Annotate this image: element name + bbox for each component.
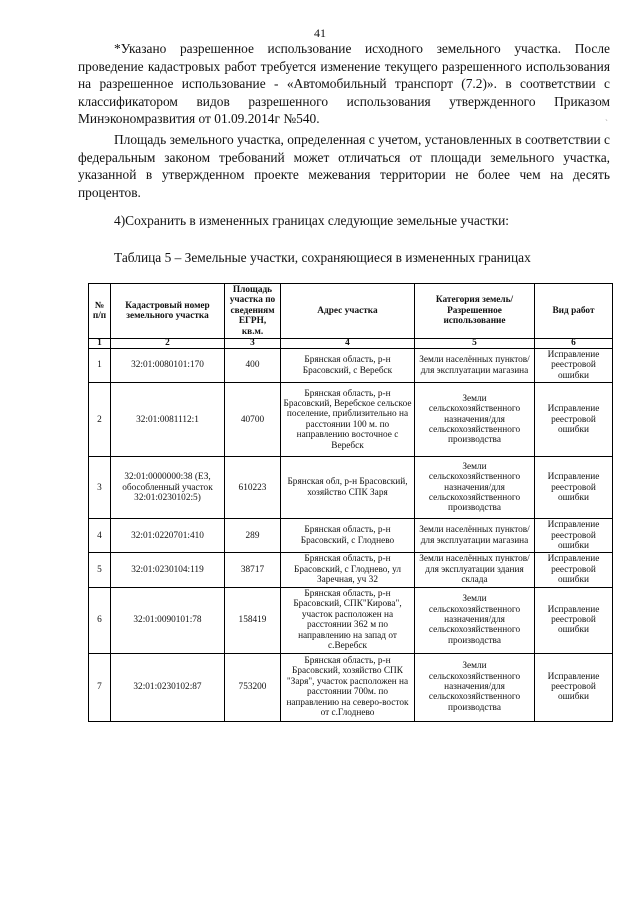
- column-number: 2: [111, 339, 225, 349]
- paragraph-text: *Указано разрешенное использование исходного земельного участка. После проведение кадастровых работ требуется изменение текущего разрешенного использования на разрешенное использование - «Автомобильный транспорт (7.2)». в соответствии с классификатором видов разрешенного использования утвержденного Приказом Минэкономразвития от 01.09.2014г №540.: [78, 41, 610, 127]
- header-category: Категория земель/ Разрешенное использование: [415, 284, 535, 339]
- row-number-cell: 2: [89, 383, 111, 457]
- address-cell: Брянская область, р-н Брасовский, с Глоднево, ул Заречная, уч 32: [281, 553, 415, 587]
- paragraph-text: Площадь земельного участка, определенная с учетом, установленных в соответствии с федеральным законом требований может отличаться от площади земельного участка, указанной в утвержденном проекте межевания территории не более чем на десять процентов.: [78, 132, 610, 200]
- work-type-cell: Исправление реестровой ошибки: [535, 587, 613, 653]
- table-row: [89, 553, 613, 587]
- paragraph-area-tolerance: [78, 131, 610, 201]
- table-row: [89, 587, 613, 653]
- category-cell: Земли населённых пунктов/для эксплуатации здания склада: [415, 553, 535, 587]
- header-work-type: Вид работ: [535, 284, 613, 339]
- area-cell: 753200: [225, 653, 281, 721]
- category-cell: Земли населённых пунктов/для эксплуатации магазина: [415, 519, 535, 553]
- cadastral-number-cell: 32:01:0090101:78: [111, 587, 225, 653]
- address-cell: Брянская область, р-н Брасовский, с Веребск: [281, 349, 415, 383]
- scan-mark: `: [605, 118, 608, 128]
- area-cell: 40700: [225, 383, 281, 457]
- cadastral-number-cell: 32:01:0080101:170: [111, 349, 225, 383]
- instruction-line: 4)Сохранить в измененных границах следующие земельные участки:: [114, 213, 509, 228]
- row-number-cell: 4: [89, 519, 111, 553]
- table-header-row: [89, 284, 613, 339]
- table-caption: Таблица 5 – Земельные участки, сохраняющиеся в измененных границах: [114, 250, 531, 265]
- work-type-cell: Исправление реестровой ошибки: [535, 653, 613, 721]
- area-cell: 400: [225, 349, 281, 383]
- cadastral-number-cell: 32:01:0220701:410: [111, 519, 225, 553]
- table-row: [89, 349, 613, 383]
- address-cell: Брянская область, р-н Брасовский, СПК"Кирова", участок расположен на расстоянии 362 м по направлению на запад от с.Веребск: [281, 587, 415, 653]
- row-number-cell: 7: [89, 653, 111, 721]
- address-cell: Брянская область, р-н Брасовский, Веребское сельское поселение, приблизительно на расстоянии 100 м. по направлению восточное с Веребск: [281, 383, 415, 457]
- area-cell: 610223: [225, 457, 281, 519]
- cadastral-number-cell: 32:01:0230102:87: [111, 653, 225, 721]
- row-number-cell: 5: [89, 553, 111, 587]
- area-cell: 289: [225, 519, 281, 553]
- table-row: [89, 457, 613, 519]
- header-address: Адрес участка: [281, 284, 415, 339]
- cadastral-number-cell: 32:01:0230104:119: [111, 553, 225, 587]
- category-cell: Земли сельскохозяйственного назначения/для сельскохозяйственного производства: [415, 457, 535, 519]
- work-type-cell: Исправление реестровой ошибки: [535, 383, 613, 457]
- row-number-cell: 3: [89, 457, 111, 519]
- row-number-cell: 6: [89, 587, 111, 653]
- work-type-cell: Исправление реестровой ошибки: [535, 349, 613, 383]
- category-cell: Земли населённых пунктов/для эксплуатации магазина: [415, 349, 535, 383]
- cadastral-number-cell: 32:01:0081112:1: [111, 383, 225, 457]
- address-cell: Брянская область, р-н Брасовский, с Глоднево: [281, 519, 415, 553]
- column-number: 4: [281, 339, 415, 349]
- address-cell: Брянская область, р-н Брасовский, хозяйство СПК "Заря", участок расположен на расстоянии 700м. по направлению на северо-восток от с.Глоднево: [281, 653, 415, 721]
- work-type-cell: Исправление реестровой ошибки: [535, 553, 613, 587]
- row-number-cell: 1: [89, 349, 111, 383]
- column-number: 1: [89, 339, 111, 349]
- cadastral-number-cell: 32:01:0000000:38 (ЕЗ, обособленный участок 32:01:0230102:5): [111, 457, 225, 519]
- work-type-cell: Исправление реестровой ошибки: [535, 457, 613, 519]
- table-row: [89, 519, 613, 553]
- column-number: 3: [225, 339, 281, 349]
- column-number: 5: [415, 339, 535, 349]
- paragraph-permitted-use-note: [78, 40, 610, 128]
- table-row: [89, 383, 613, 457]
- column-number: 6: [535, 339, 613, 349]
- category-cell: Земли сельскохозяйственного назначения/для сельскохозяйственного производства: [415, 587, 535, 653]
- header-cadastral-number: Кадастровый номер земельного участка: [111, 284, 225, 339]
- table-row: [89, 653, 613, 721]
- category-cell: Земли сельскохозяйственного назначения/для сельскохозяйственного производства: [415, 383, 535, 457]
- land-parcels-table: [88, 283, 613, 722]
- table-body: [89, 339, 613, 722]
- work-type-cell: Исправление реестровой ошибки: [535, 519, 613, 553]
- column-number-row: [89, 339, 613, 349]
- header-area: Площадь участка по сведениям ЕГРН, кв.м.: [225, 284, 281, 339]
- area-cell: 38717: [225, 553, 281, 587]
- address-cell: Брянская обл, р-н Брасовский, хозяйство СПК Заря: [281, 457, 415, 519]
- category-cell: Земли сельскохозяйственного назначения/для сельскохозяйственного производства: [415, 653, 535, 721]
- page-number: 41: [314, 26, 326, 40]
- area-cell: 158419: [225, 587, 281, 653]
- header-number: № п/п: [89, 284, 111, 339]
